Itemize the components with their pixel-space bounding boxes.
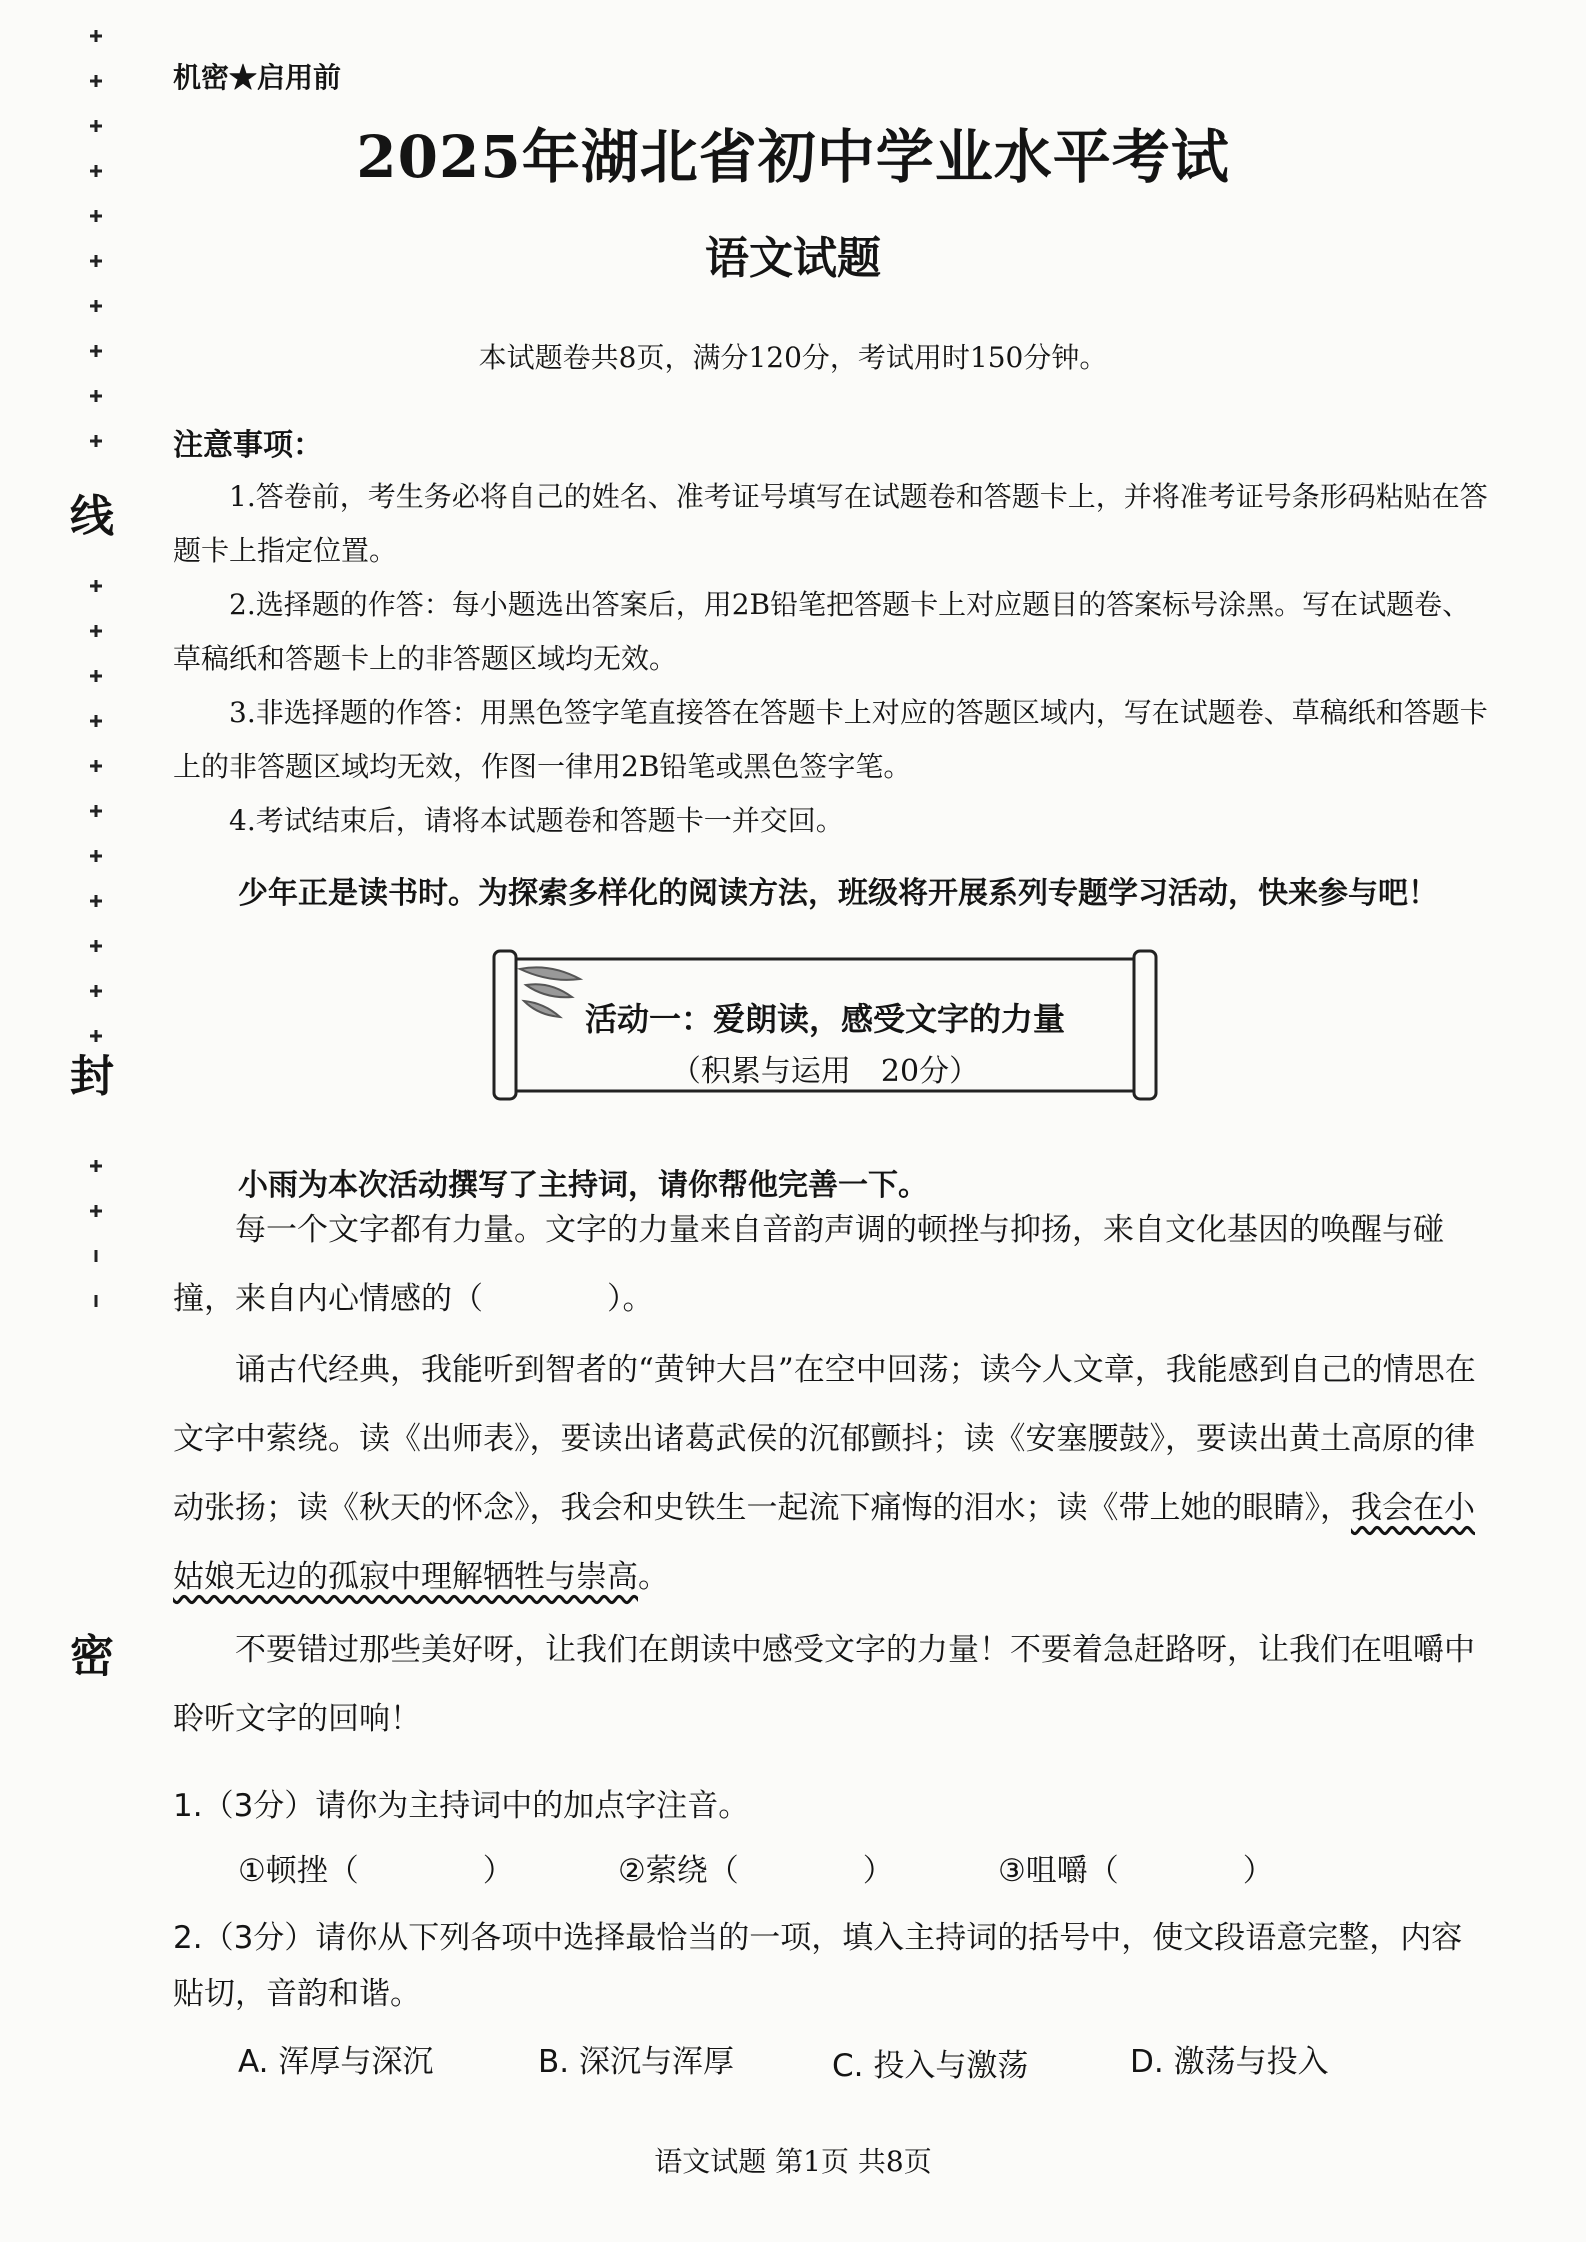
- host-paragraph-1: 每一个文字都有力量。文字的力量来自音韵声调的顿挫与抑扬，来自文化基因的唤醒与碰撞，来自内心情感的（ ）。: [173, 1212, 1444, 1317]
- host-paragraph-2-text: 诵古代经典，我能听到智者的“黄钟大吕”在空中回荡；读今人文章，我能感到自己的情思在文字中萦绕。读《出师表》，要读出诸葛武侯的沉郁颤抖；读《安塞腰鼓》，要读出黄土高原的律动张扬；读《秋天的怀念》，我会和史铁生一起流下痛悔的泪水；读《带上她的眼睛》，: [173, 1352, 1476, 1526]
- q1-item-3: ③咀嚼（ ）: [998, 1853, 1274, 1889]
- wavy-underlined-sentence: 我会在小姑娘无边的孤寂中理解牺牲与崇高: [173, 1490, 1475, 1595]
- note-item-3: 3.非选择题的作答：用黑色签字笔直接答在答题卡上对应的答题区域内，写在试题卷、草稿纸和答题卡上的非答题区域均无效，作图一律用2B铅笔或黑色签字笔。: [173, 696, 1488, 783]
- subject-title: 语文试题: [705, 233, 881, 284]
- question-1-stem: 1.（3分）请你为主持词中的加点字注音。: [173, 1788, 750, 1824]
- activity-title: 活动一：爱朗读，感受文字的力量: [584, 1000, 1065, 1038]
- binding-dashed-line: [84, 20, 108, 1350]
- note-item-4: 4.考试结束后，请将本试题卷和答题卡一并交回。: [229, 804, 844, 837]
- host-paragraph-3: 不要错过那些美好呀，让我们在朗读中感受文字的力量！不要着急赶路呀，让我们在咀嚼中聆听文字的回响！: [173, 1632, 1475, 1737]
- confidential-label: 机密★启用前: [173, 61, 342, 94]
- binding-char-xian: 线: [70, 491, 114, 542]
- page-footer: 语文试题 第1页 共8页: [654, 2145, 932, 2178]
- exam-info: 本试题卷共8页，满分120分，考试用时150分钟。: [478, 341, 1108, 374]
- q1-item-2: ②萦绕（ ）: [618, 1853, 894, 1889]
- exam-title: 2025年湖北省初中学业水平考试: [356, 123, 1230, 191]
- q1-item-1: ①顿挫（ ）: [238, 1853, 514, 1889]
- notes-heading: 注意事项：: [173, 428, 323, 463]
- binding-char-mi: 密: [70, 1631, 114, 1682]
- q2-option-a: A. 浑厚与深沉: [238, 2044, 434, 2080]
- task-instruction: 小雨为本次活动撰写了主持词，请你帮他完善一下。: [238, 1168, 928, 1203]
- note-item-2: 2.选择题的作答：每小题选出答案后，用2B铅笔把答题卡上对应题目的答案标号涂黑。写在试题卷、草稿纸和答题卡上的非答题区域均无效。: [173, 588, 1471, 675]
- note-item-1: 1.答卷前，考生务必将自己的姓名、准考证号填写在试题卷和答题卡上，并将准考证号条形码粘贴在答题卡上指定位置。: [173, 480, 1488, 567]
- binding-char-feng: 封: [70, 1051, 114, 1102]
- question-2-stem: 2.（3分）请你从下列各项中选择最恰当的一项，填入主持词的括号中，使文段语意完整，内容贴切，音韵和谐。: [173, 1920, 1463, 2012]
- q2-option-b: B. 深沉与浑厚: [538, 2044, 734, 2080]
- activity-subtitle: （积累与运用 20分）: [670, 1054, 980, 1089]
- host-paragraph-2: [173, 1336, 1488, 1612]
- q2-option-d: D. 激荡与投入: [1130, 2044, 1329, 2080]
- q2-option-c: C. 投入与激荡: [832, 2048, 1029, 2084]
- host-paragraph-2-end: 。: [638, 1559, 669, 1595]
- intro-line: 少年正是读书时。为探索多样化的阅读方法，班级将开展系列专题学习活动，快来参与吧！: [238, 876, 1438, 911]
